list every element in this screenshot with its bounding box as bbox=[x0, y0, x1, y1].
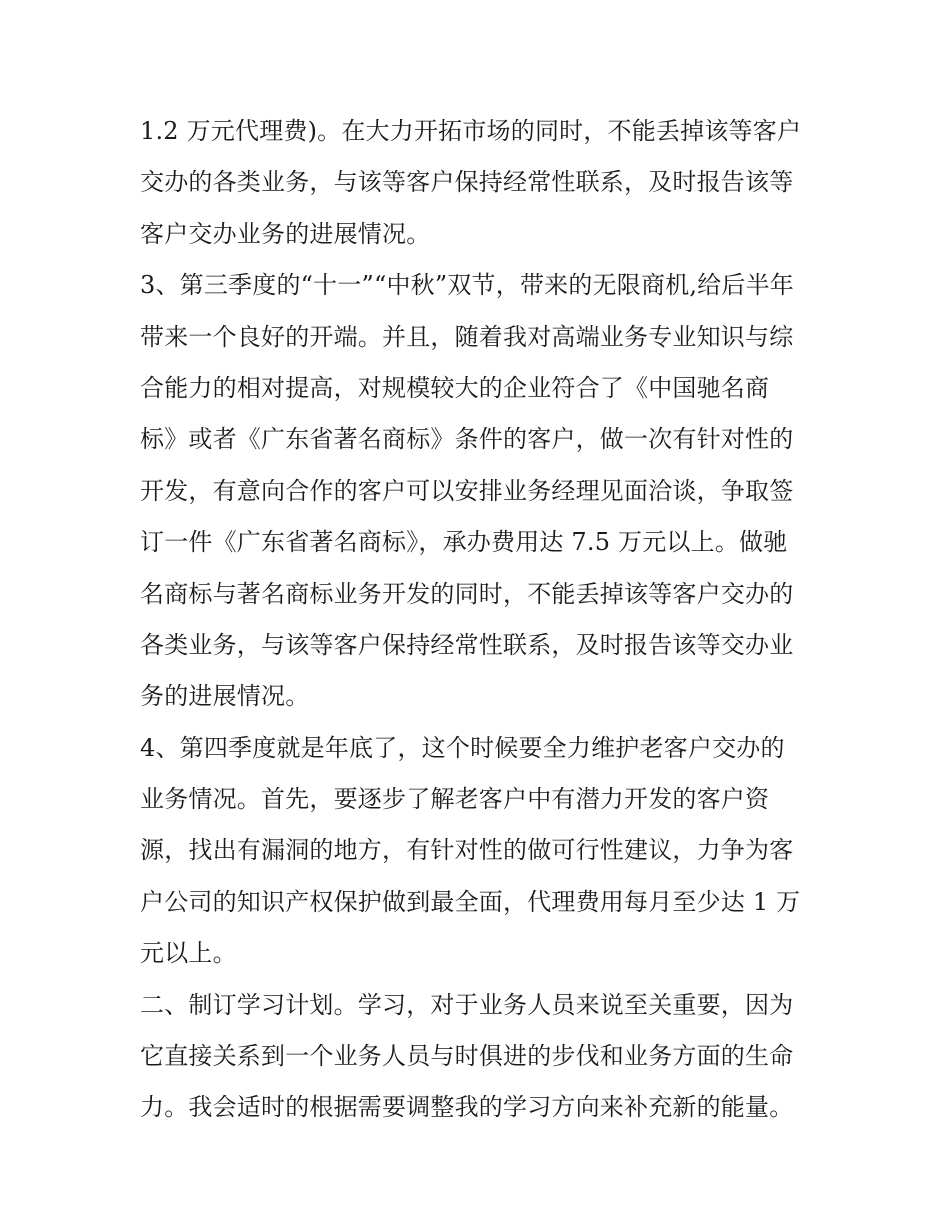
paragraph-q3 bbox=[140, 260, 820, 723]
text-line: 1.2 万元代理费)。在大力开拓市场的同时，不能丢掉该等客户 bbox=[140, 117, 802, 145]
text-line: 务的进展情况。 bbox=[140, 682, 310, 711]
text-line: 客户交办业务的进展情况。 bbox=[140, 219, 431, 248]
document-body bbox=[140, 106, 820, 1134]
text-line: 开发，有意向合作的客户可以安排业务经理见面洽谈，争取签 bbox=[140, 476, 794, 505]
text-line: 带来一个良好的开端。并且，随着我对高端业务专业知识与综 bbox=[140, 322, 794, 351]
text-line: 它直接关系到一个业务人员与时俱进的步伐和业务方面的生命 bbox=[140, 1042, 794, 1071]
text-line: 标》或者《广东省著名商标》条件的客户，做一次有针对性的 bbox=[140, 425, 794, 454]
text-line: 合能力的相对提高，对规模较大的企业符合了《中国驰名商 bbox=[140, 373, 770, 402]
text-line: 订一件《广东省著名商标》，承办费用达 7.5 万元以上。做驰 bbox=[140, 528, 788, 557]
paragraph-study-plan bbox=[140, 980, 820, 1134]
text-line: 二、制订学习计划。学习，对于业务人员来说至关重要，因为 bbox=[140, 990, 794, 1019]
text-line: 各类业务，与该等客户保持经常性联系，及时报告该等交办业 bbox=[140, 630, 794, 659]
text-line: 户公司的知识产权保护做到最全面，代理费用每月至少达 1 万 bbox=[140, 887, 801, 916]
text-line: 元以上。 bbox=[140, 939, 237, 968]
paragraph-q4 bbox=[140, 723, 820, 980]
text-line: 3、第三季度的“十一”“中秋”双节，带来的无限商机,给后半年 bbox=[140, 271, 794, 300]
text-line: 交办的各类业务，与该等客户保持经常性联系，及时报告该等 bbox=[140, 168, 794, 197]
text-line: 4、第四季度就是年底了，这个时候要全力维护老客户交办的 bbox=[140, 733, 785, 762]
text-line: 力。我会适时的根据需要调整我的学习方向来补充新的能量。 bbox=[140, 1093, 794, 1122]
text-line: 名商标与著名商标业务开发的同时，不能丢掉该等客户交办的 bbox=[140, 579, 794, 608]
paragraph-q2-continuation bbox=[140, 106, 820, 260]
text-line: 源，找出有漏洞的地方，有针对性的做可行性建议，力争为客 bbox=[140, 836, 794, 865]
text-line: 业务情况。首先，要逐步了解老客户中有潜力开发的客户资 bbox=[140, 785, 770, 814]
